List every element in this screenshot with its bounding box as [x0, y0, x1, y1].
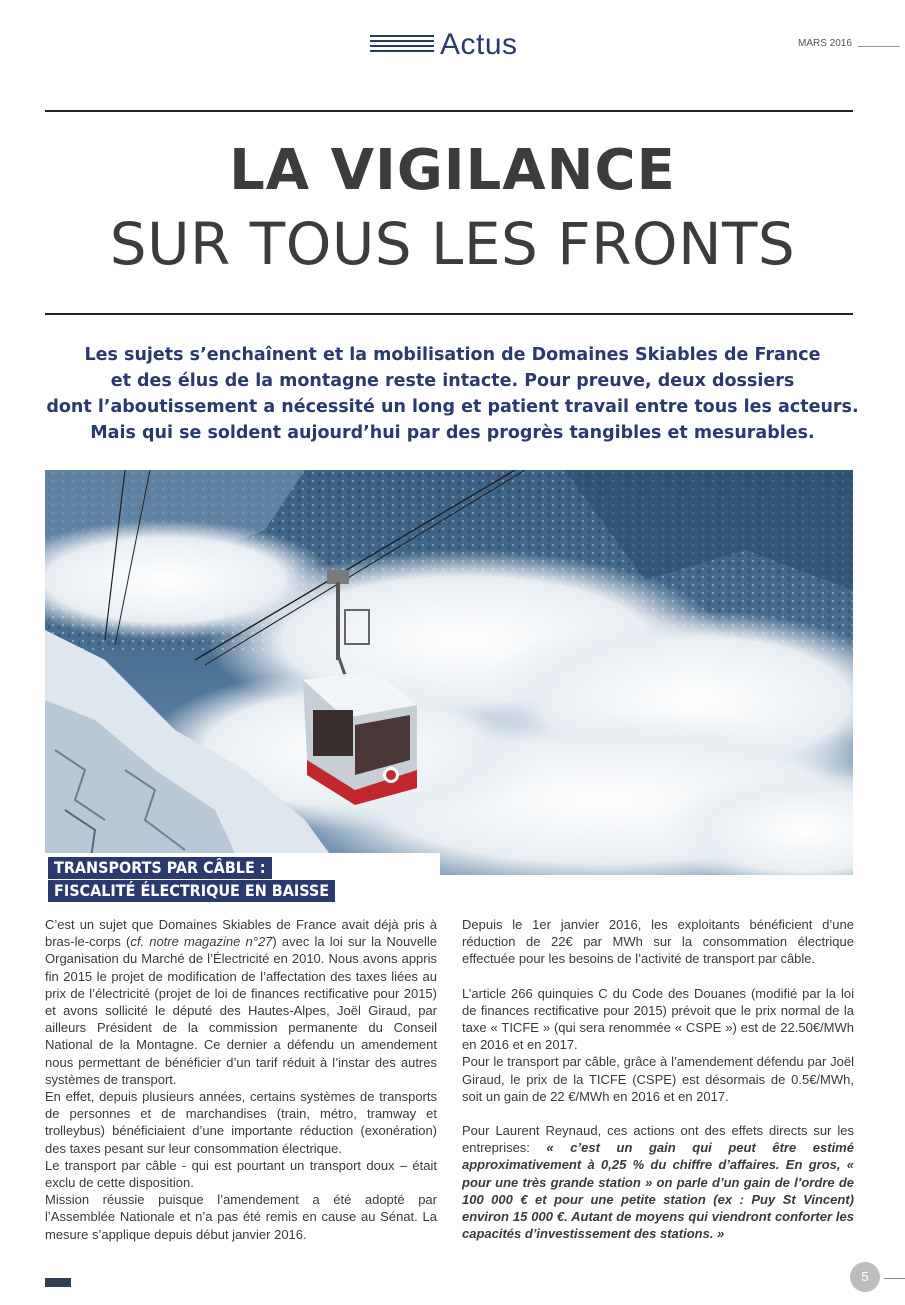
divider	[45, 313, 853, 315]
intro-paragraph	[40, 342, 865, 446]
article-column-right	[462, 916, 854, 1242]
section-header-lines	[370, 35, 434, 57]
footer-bar	[45, 1278, 71, 1287]
headline-line-1: LA VIGILANCE	[229, 138, 676, 203]
divider	[858, 46, 900, 47]
headline-line-2: SUR TOUS LES FRONTS	[109, 210, 796, 278]
paragraph: L’article 266 quinquies C du Code des Douanes (modifié par la loi de finances rectificative pour 2015) prévoit que le prix normal de la taxe « TICFE » (qui sera renommée « CSPE ») est de 22.50€/MWh en 2016 et en 2017.	[462, 985, 854, 1053]
text: ) avec la loi sur la Nouvelle Organisation du Marché de l’Électricité en 2010. Nous avons appris fin 2015 le projet de modification de l’affectation des taxes liées au prix de l’électricité (projet de loi de finances rectificative pour 2015) et avons sollicité le député des Hautes-Alpes, Joël Giraud, par ailleurs Président de la commission permanente du Conseil National de la Montagne. Ce dernier a défendu un amendement nous permettant de bénéficier d’un tarif réduit à l’instar des autres systèmes de transport.	[45, 934, 438, 1087]
section-tag-line-1: TRANSPORTS PAR CÂBLE :	[48, 857, 272, 879]
cable-car-photo	[45, 470, 853, 875]
section-tag-line-2: FISCALITÉ ÉLECTRIQUE EN BAISSE	[48, 880, 335, 902]
paragraph: Mission réussie puisque l’amendement a été adopté par l’Assemblée Nationale et n’a pas été remis en cause au Sénat. La mesure s’applique depuis début janvier 2016.	[45, 1192, 437, 1242]
paragraph: Le transport par câble - qui est pourtant un transport doux – était exclu de cette disposition.	[45, 1157, 437, 1191]
intro-line: et des élus de la montagne reste intacte. Pour preuve, deux dossiers	[110, 371, 795, 391]
issue-date: MARS 2016	[798, 38, 852, 49]
quote: « c’est un gain qui peut être estimé approximativement à 0,25 % du chiffre d’affaires. En gros, « pour une très grande station » on parle d’un gain de l’ordre de 100 000 € et pour une petite station (ex : Puy St Vincent) environ 15 000 €. Autant de moyens qui viendront conforter les capacités d’investissement des stations. »	[462, 1140, 854, 1242]
intro-line: Les sujets s’enchaînent et la mobilisation de Domaines Skiables de France	[84, 345, 821, 365]
text: C’est un sujet que Domaines Skiables de France avait déjà pris à bras-le-corps (	[45, 917, 437, 950]
paragraph: Depuis le 1er janvier 2016, les exploitants bénéficient d’une réduction de 22€ par MWh sur la consommation électrique effectuée pour les besoins de l’activité de transport par câble.	[462, 917, 854, 967]
section-name: Actus	[440, 28, 518, 61]
intro-line: dont l’aboutissement a nécessité un long et patient travail entre tous les acteurs.	[46, 397, 859, 417]
paragraph	[462, 1122, 854, 1242]
paragraph: Pour le transport par câble, grâce à l’amendement défendu par Joël Giraud, le prix de la TICFE (CSPE) est désormais de 0.5€/MWh, soit un gain de 22 €/MWh en 2016 et en 2017.	[462, 1054, 854, 1104]
divider	[45, 110, 853, 112]
text: Pour Laurent Reynaud, ces actions ont des effets directs sur les entreprises:	[462, 1123, 854, 1156]
paragraph	[45, 916, 437, 1088]
intro-line: Mais qui se soldent aujourd’hui par des progrès tangibles et mesurables.	[90, 423, 815, 443]
magazine-reference: cf. notre magazine n°27	[130, 934, 273, 950]
divider	[884, 1278, 905, 1279]
page-number: 5	[850, 1262, 880, 1292]
article-column-left	[45, 916, 437, 1243]
paragraph: En effet, depuis plusieurs années, certains systèmes de transports de personnes et de marchandises (train, métro, tramway et trolleybus) bénéficiaient d’une importante réduction (exonération) des taxes pesant sur leur consommation électrique.	[45, 1089, 437, 1156]
